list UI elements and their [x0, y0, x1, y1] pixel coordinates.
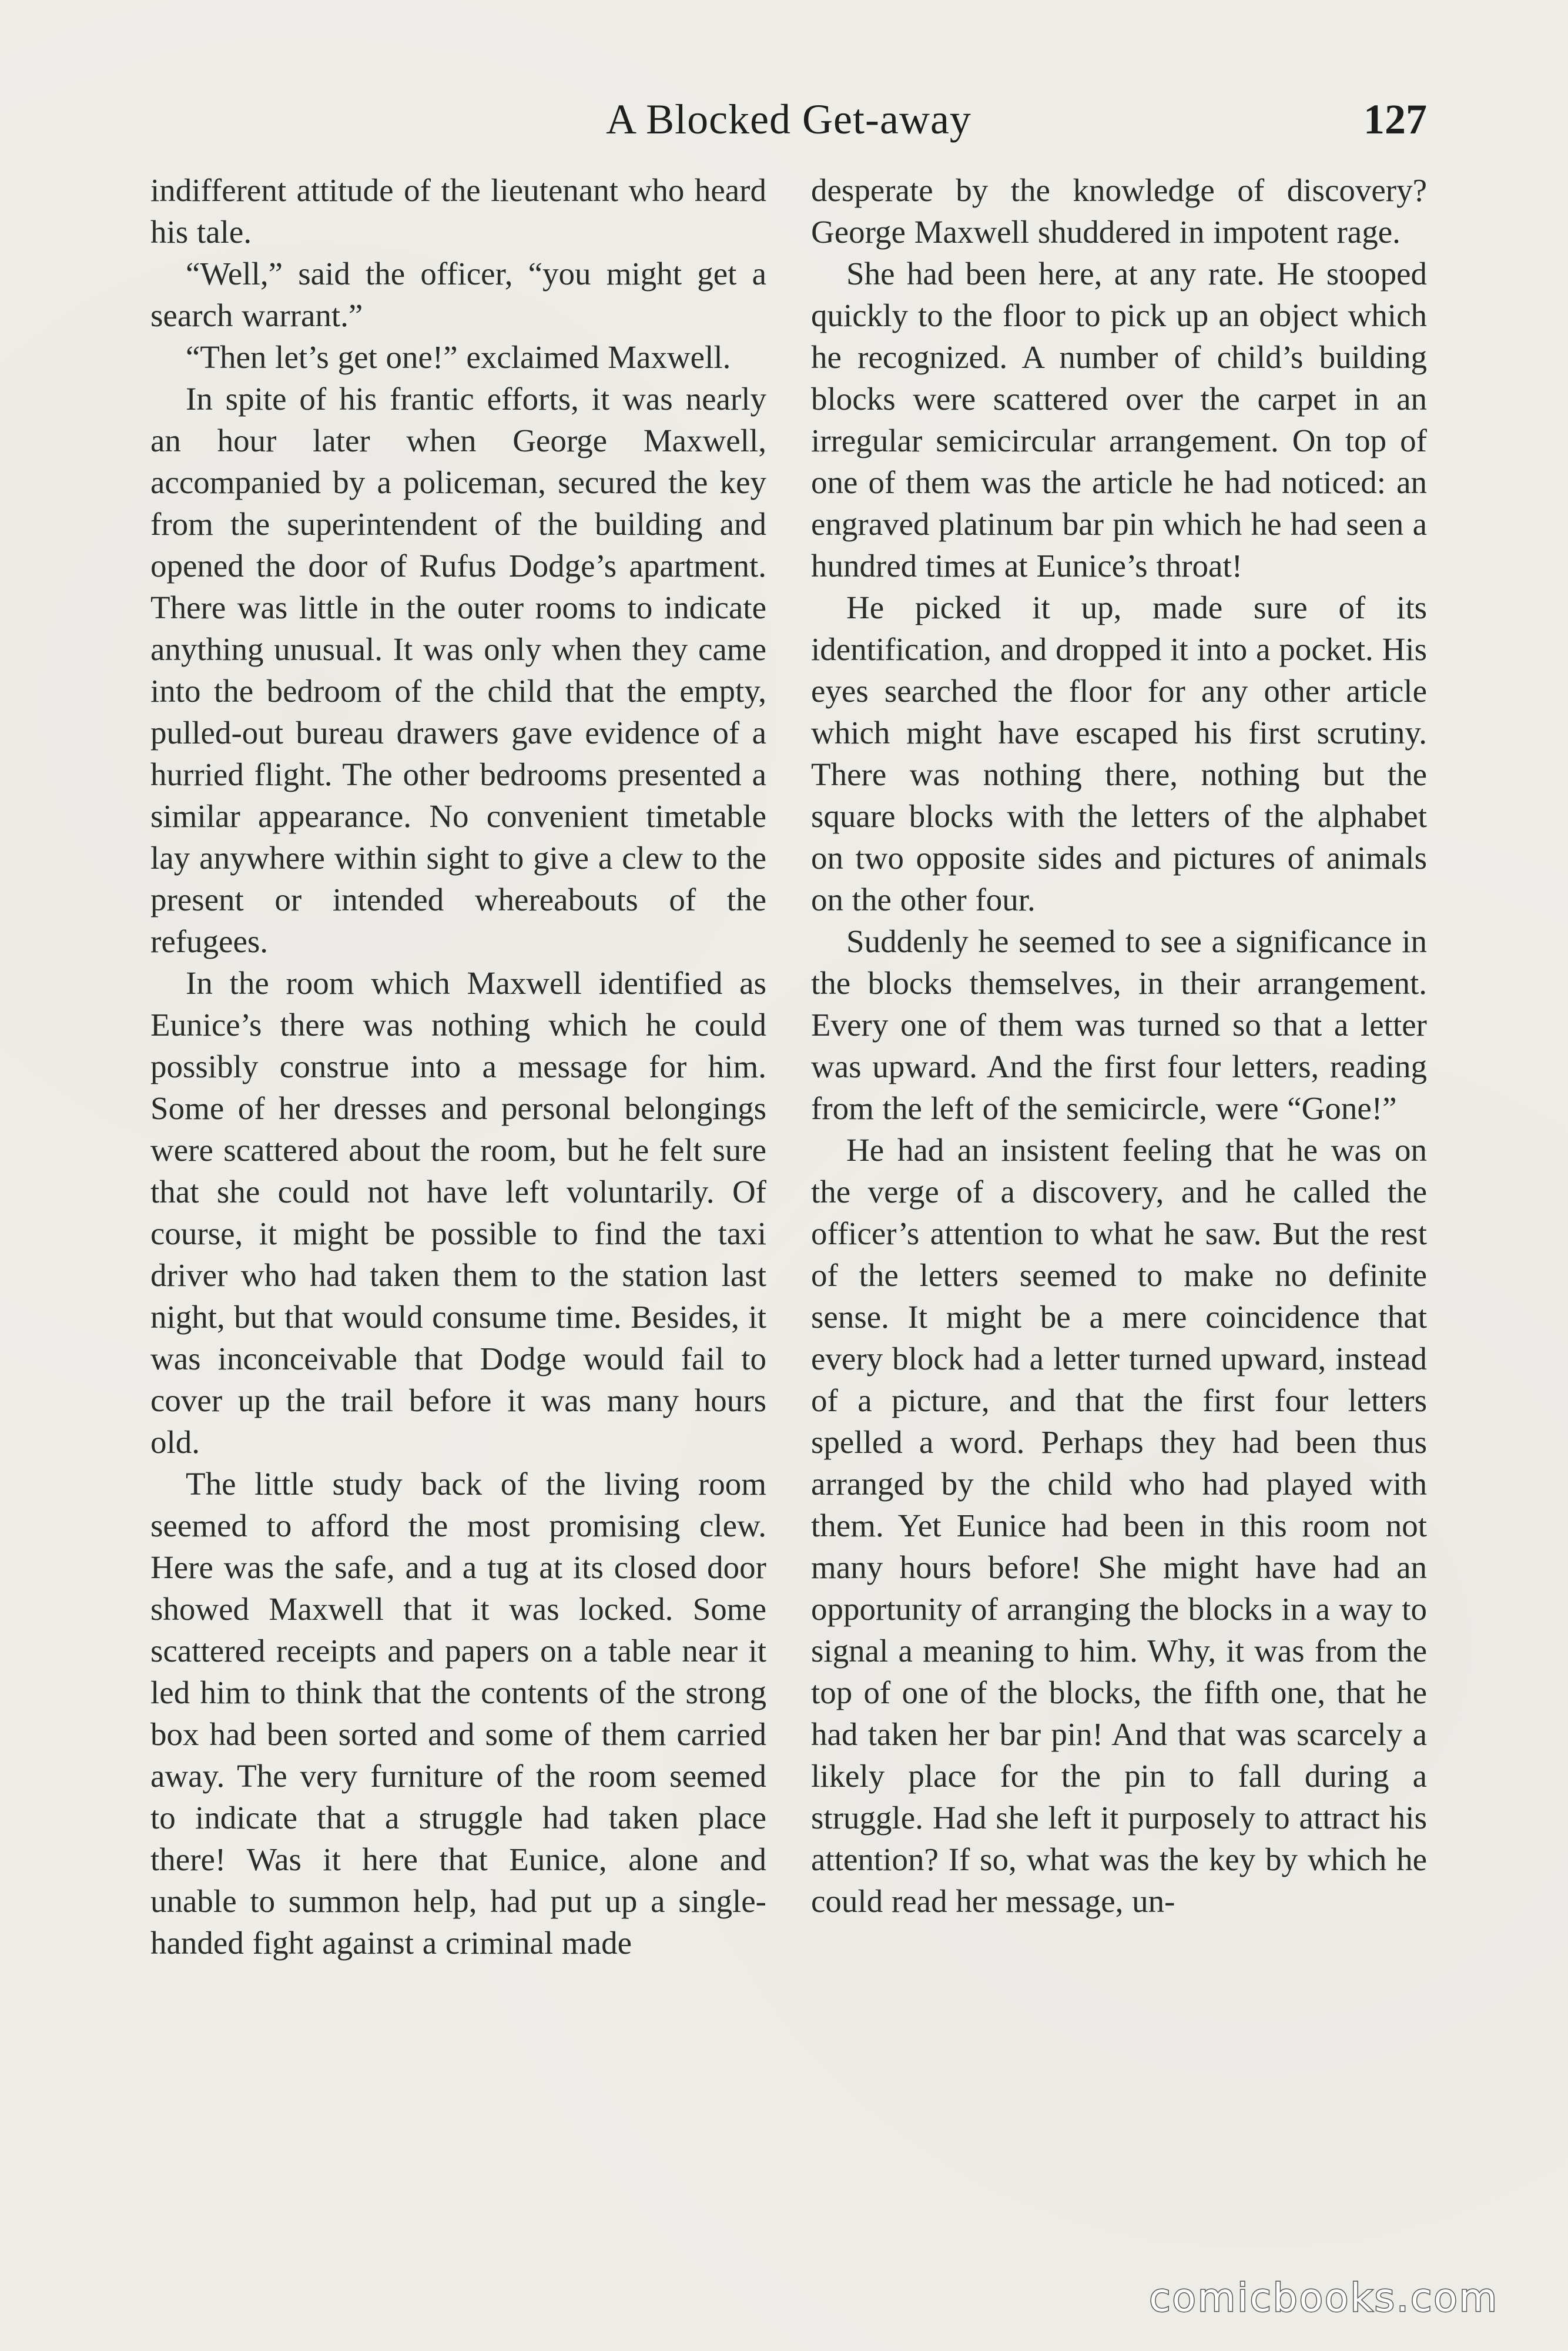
page-number: 127 [1363, 96, 1427, 143]
paragraph: desperate by the knowledge of discovery? George Maxwell shuddered in impotent rage. [811, 172, 1427, 250]
paragraph: He picked it up, made sure of its identification, and dropped it into a pocket. His eyes searched the floor for any other article which might have escaped his first scrutiny. There was nothing there, nothing but the square blocks with the letters of the alphabet on two opposite sides and pictures of animals on the other four. [811, 590, 1427, 917]
running-title: A Blocked Get-away [606, 96, 971, 143]
paragraph: In the room which Maxwell identified as Eunice’s there was nothing which he could possibly construe into a message for him. Some of her dresses and personal belongings were scattered about the room, but he felt sure that she could not have left voluntarily. Of course, it might be possible to find the taxi driver who had taken them to the station last night, but that would consume time. Besides, it was inconceivable that Dodge would fail to cover up the trail before it was many hours old. [150, 965, 766, 1460]
running-head [150, 87, 1427, 152]
paragraph: Suddenly he seemed to see a significance in the blocks themselves, in their arrangement. Every one of them was turned so that a letter was upward. And the first four letters, reading from the left of the semicircle, were “Gone!” [811, 923, 1427, 1126]
paragraph: She had been here, at any rate. He stooped quickly to the floor to pick up an object which he recognized. A number of child’s building blocks were scattered over the carpet in an irregular semicircular arrangement. On top of one of them was the article he had noticed: an engraved platinum bar pin which he had seen a hundred times at Eunice’s throat! [811, 256, 1427, 584]
left-column [150, 169, 766, 2262]
paragraph: indifferent attitude of the lieutenant who heard his tale. [150, 172, 766, 250]
paragraph: The little study back of the living room seemed to afford the most promising clew. Here was the safe, and a tug at its closed door showed Maxwell that it was locked. Some scattered receipts and papers on a table near it led him to think that the contents of the strong box had been sorted and some of them carried away. The very furniture of the room seemed to indicate that a struggle had taken place there! Was it here that Eunice, alone and unable to summon help, had put up a single-handed fight against a criminal made [150, 1466, 766, 1961]
watermark: comicbooks.com [1149, 2275, 1499, 2320]
paragraph: “Well,” said the officer, “you might get a search warrant.” [150, 256, 766, 333]
paragraph: In spite of his frantic efforts, it was nearly an hour later when George Maxwell, accompanied by a policeman, secured the key from the superintendent of the building and opened the door of Rufus Dodge’s apartment. There was little in the outer rooms to indicate anything unusual. It was only when they came into the bedroom of the child that the empty, pulled-out bureau drawers gave evidence of a hurried flight. The other bedrooms presented a similar appearance. No convenient timetable lay anywhere within sight to give a clew to the present or intended whereabouts of the refugees. [150, 381, 766, 959]
paragraph: He had an insistent feeling that he was on the verge of a discovery, and he called the officer’s attention to what he saw. But the rest of the letters seemed to make no definite sense. It might be a mere coincidence that every block had a letter turned upward, instead of a picture, and that the first four letters spelled a word. Perhaps they had been thus arranged by the child who had played with them. Yet Eunice had been in this room not many hours before! She might have had an opportunity of arranging the blocks in a way to signal a meaning to him. Why, it was from the top of one of the blocks, the fifth one, that he had taken her bar pin! And that was scarcely a likely place for the pin to fall during a struggle. Had she left it purposely to attract his attention? If so, what was the key by which he could read her message, un- [811, 1132, 1427, 1919]
text-columns [150, 169, 1427, 2262]
right-column [811, 169, 1427, 2262]
paragraph: “Then let’s get one!” exclaimed Maxwell. [186, 339, 731, 375]
